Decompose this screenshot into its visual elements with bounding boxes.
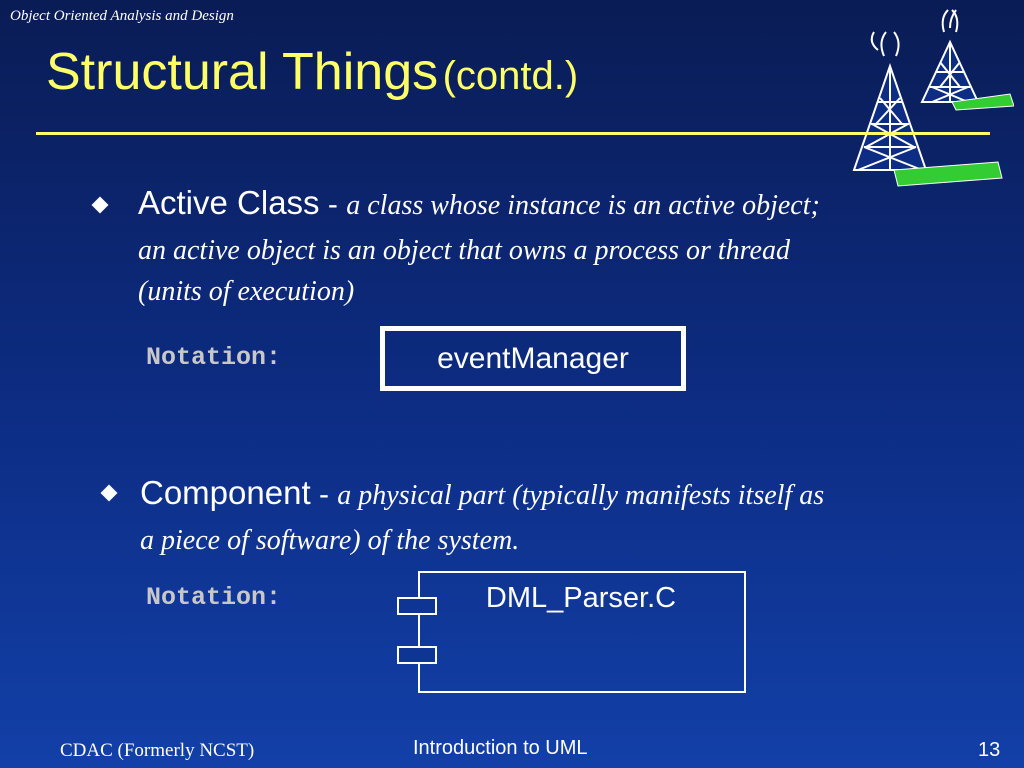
title-suffix: (contd.) <box>442 54 579 98</box>
active-class-notation-box: eventManager <box>380 326 686 391</box>
bullet-active-class <box>138 182 998 312</box>
diamond-bullet-icon <box>101 485 118 502</box>
bullet-definition: a class whose instance is an active object; <box>346 190 820 221</box>
bullet-dash: - <box>310 478 338 511</box>
bullet-component <box>140 472 1000 561</box>
bullet-definition: a physical part (typically manifests itself as <box>337 480 825 511</box>
bullet-definition: (units of execution) <box>138 276 355 307</box>
component-port-icon <box>397 646 437 664</box>
notation-label: Notation: <box>146 583 282 612</box>
bullet-term: Component <box>140 474 311 511</box>
bullet-definition: an active object is an object that owns a process or thread <box>138 235 790 266</box>
bullet-definition: a piece of software) of the system. <box>140 525 520 556</box>
footer-organization: CDAC (Formerly NCST) <box>60 740 255 761</box>
page-number: 13 <box>978 739 1001 761</box>
title-main: Structural Things <box>46 43 439 101</box>
bullet-term: Active Class <box>138 184 320 221</box>
page-title <box>46 42 578 102</box>
component-port-icon <box>397 597 437 615</box>
diamond-bullet-icon <box>92 197 109 214</box>
footer-title: Introduction to UML <box>413 737 588 759</box>
bullet-dash: - <box>319 188 347 221</box>
component-name: DML_Parser.C <box>485 582 677 614</box>
notation-label: Notation: <box>146 343 282 372</box>
radio-tower-logo <box>838 2 1014 192</box>
course-label: Object Oriented Analysis and Design <box>10 8 234 24</box>
title-divider <box>36 132 990 135</box>
